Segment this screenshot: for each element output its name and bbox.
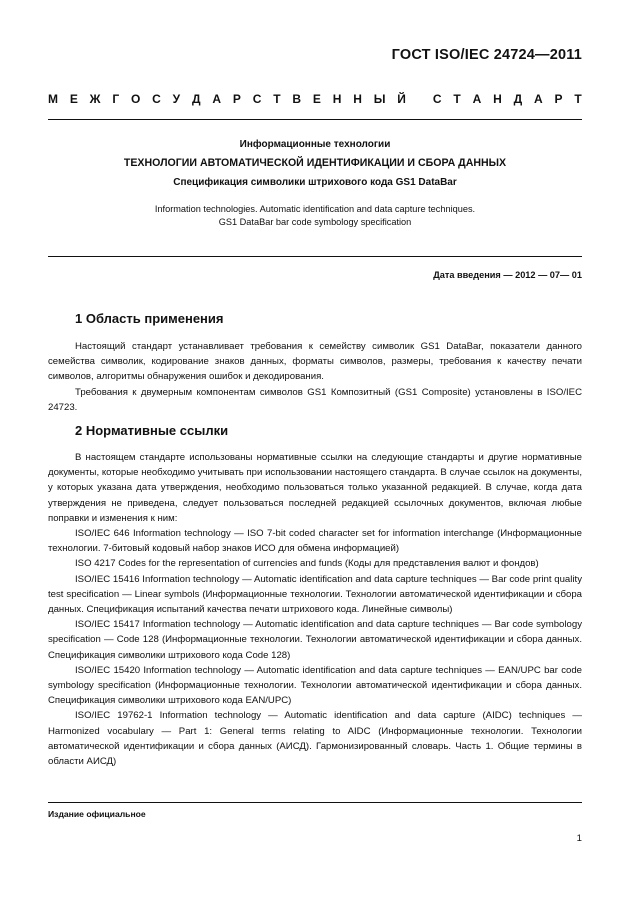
paragraph: Требования к двумерным компонентам символов GS1 Композитный (GS1 Composite) установлены в ISO/IEC 24723. <box>48 386 582 413</box>
banner-letter: Т <box>453 92 461 106</box>
section-1-body <box>48 339 582 415</box>
document-id: ГОСТ ISO/IEC 24724—2011 <box>391 47 582 63</box>
title-line-3: Спецификация символики штрихового кода GS1 DataBar <box>173 177 457 188</box>
edition-note: Издание официальное <box>48 809 146 819</box>
intro-date: Дата введения — 2012 — 07— 01 <box>433 270 582 280</box>
reference-item: ISO/IEC 15420 Information technology — Automatic identification and data capture techniques — EAN/UPC bar code symbology specification (Информационные технологии. Технологии автоматической идентификации и сбора данных. Спецификация символики штрихового кода EAN/UPC) <box>48 664 582 707</box>
banner-letter: Й <box>397 92 406 106</box>
page-number: 1 <box>576 833 582 844</box>
paragraph: Настоящий стандарт устанавливает требования к семейству символик GS1 DataBar, показатели данного семейства символик, кодирование знаков данных, форматы символов, размеры, требования к качеству печати символов, алгоритмы обнаружения ошибок и декодирования. <box>48 341 582 383</box>
header-divider <box>48 119 582 120</box>
banner-letter: О <box>131 92 141 106</box>
title-divider <box>48 256 582 257</box>
banner-letter: Н <box>493 92 502 106</box>
footer-divider <box>48 802 582 803</box>
banner-letter: М <box>48 92 58 106</box>
reference-item: ISO/IEC 15416 Information technology — Automatic identification and data capture techniques — Bar code print quality test specification — Linear symbols (Информационные технологии. Технологии автоматической идентификации и сбора данных. Спецификация испытаний качества печати штрихового кода. Линейные символы) <box>48 573 582 616</box>
banner-letter: С <box>252 92 262 106</box>
banner-letter: Г <box>112 92 120 106</box>
banner-letter: Н <box>332 92 342 106</box>
banner-letter: Р <box>554 92 563 106</box>
banner-letter: У <box>172 92 181 106</box>
banner-letter: А <box>472 92 482 106</box>
english-title-line-1: Information technologies. Automatic identification and data capture techniques. <box>154 204 476 214</box>
banner-letter <box>418 92 421 106</box>
title-line-2: ТЕХНОЛОГИИ АВТОМАТИЧЕСКОЙ ИДЕНТИФИКАЦИИ И СБОРА ДАННЫХ <box>123 157 507 169</box>
standard-type-banner <box>48 92 582 106</box>
english-title-line-2: GS1 DataBar bar code symbology specification <box>218 217 412 227</box>
banner-letter: Д <box>513 92 523 106</box>
banner-letter: Т <box>273 92 281 106</box>
banner-letter: Д <box>191 92 201 106</box>
banner-letter: Ы <box>373 92 386 106</box>
reference-item: ISO/IEC 646 Information technology — ISO 7-bit coded character set for information interchange (Информационные технологии. 7-битовый кодовый набор знаков ИСО для обмена информацией) <box>48 528 582 555</box>
english-title <box>48 203 582 229</box>
section-1-heading: 1 Область применения <box>75 311 224 326</box>
reference-item: ISO/IEC 15417 Information technology — Automatic identification and data capture techniques — Bar code symbology specification — Code 128 (Информационные технологии. Технологии автоматической идентификации и сбора данных. Спецификация символики штрихового кода Code 128) <box>48 619 582 661</box>
paragraph: В настоящем стандарте использованы нормативные ссылки на следующие стандарты и другие нормативные документы, которые необходимо учитывать при использовании настоящего стандарта. В случае ссылок на документы, у которых указана дата утверждения, необходимо пользоваться только указанной редакцией. В случае, когда дата утверждения не приведена, следует пользоваться последней редакцией ссылочных документов, включая любые поправки и изменения к ним: <box>48 452 582 524</box>
banner-letter: Ж <box>89 92 101 106</box>
title-line-1: Информационные технологии <box>239 139 391 150</box>
section-2-heading: 2 Нормативные ссылки <box>75 423 229 438</box>
banner-letter: С <box>152 92 161 106</box>
reference-item: ISO/IEC 19762-1 Information technology — Automatic identification and data capture (AIDC) techniques — Harmonized vocabulary — Part 1: General terms relating to AIDC (Информационные технологии. Технологии автоматической идентификации и сбора данных (АИСД). Гармонизированный словарь. Часть 1. Общие термины в области АИСД) <box>48 710 582 768</box>
banner-letter: А <box>533 92 543 106</box>
banner-letter: В <box>292 92 302 106</box>
reference-item: ISO 4217 Codes for the representation of currencies and funds (Коды для представления валют и фондов) <box>75 558 539 570</box>
banner-letter: С <box>432 92 442 106</box>
banner-letter: Р <box>232 92 241 106</box>
section-2-body <box>48 450 582 769</box>
banner-letter: Е <box>69 92 78 106</box>
banner-letter: Е <box>312 92 321 106</box>
banner-letter: Т <box>574 92 582 106</box>
banner-letter: Н <box>353 92 362 106</box>
banner-letter: А <box>212 92 222 106</box>
